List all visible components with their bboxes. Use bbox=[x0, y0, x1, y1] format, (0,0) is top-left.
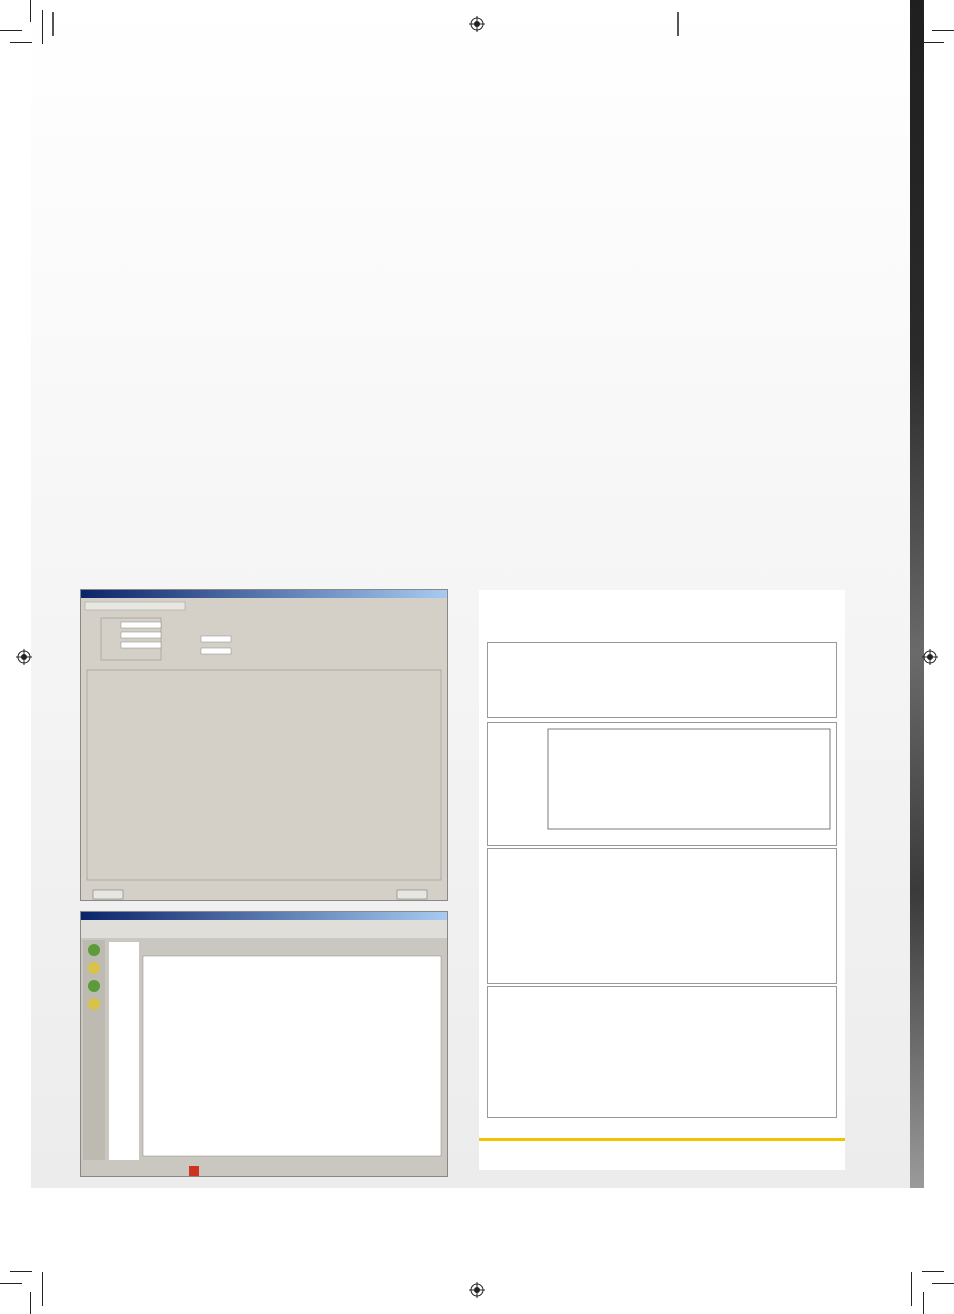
settings-dialog-image bbox=[81, 598, 447, 900]
crop-mark bbox=[922, 42, 944, 43]
speed-depth-charts bbox=[487, 848, 837, 984]
profile-depth-charts bbox=[487, 986, 837, 1118]
crop-mark bbox=[10, 1271, 32, 1272]
crop-mark bbox=[923, 1292, 924, 1314]
analysis-window-image bbox=[81, 920, 447, 1176]
crop-mark bbox=[922, 1271, 944, 1272]
depth-time-chart bbox=[487, 722, 837, 846]
crop-mark bbox=[932, 30, 954, 31]
settings-dialog-screenshot bbox=[80, 589, 448, 901]
crop-mark bbox=[0, 30, 22, 31]
page-edge-image bbox=[910, 0, 924, 1188]
gray-calibration-bar bbox=[52, 12, 54, 36]
crop-mark bbox=[42, 10, 43, 44]
cfa-drilling-report bbox=[479, 590, 845, 1170]
registration-mark-icon bbox=[469, 16, 485, 32]
crop-mark bbox=[30, 0, 31, 22]
crop-mark bbox=[911, 1272, 912, 1306]
registration-mark-icon bbox=[922, 649, 938, 665]
crop-mark bbox=[0, 1283, 22, 1284]
crop-mark bbox=[932, 1283, 954, 1284]
crop-mark bbox=[10, 42, 32, 43]
registration-mark-icon bbox=[469, 1282, 485, 1298]
crop-mark bbox=[42, 1272, 43, 1306]
crop-mark bbox=[911, 10, 912, 44]
report-info-box bbox=[487, 642, 837, 718]
crop-mark bbox=[923, 0, 924, 22]
registration-mark-icon bbox=[16, 649, 32, 665]
color-calibration-bar bbox=[677, 12, 679, 36]
crop-mark bbox=[30, 1292, 31, 1314]
brand-accent-line bbox=[479, 1138, 845, 1141]
analysis-window-screenshot bbox=[80, 911, 448, 1177]
